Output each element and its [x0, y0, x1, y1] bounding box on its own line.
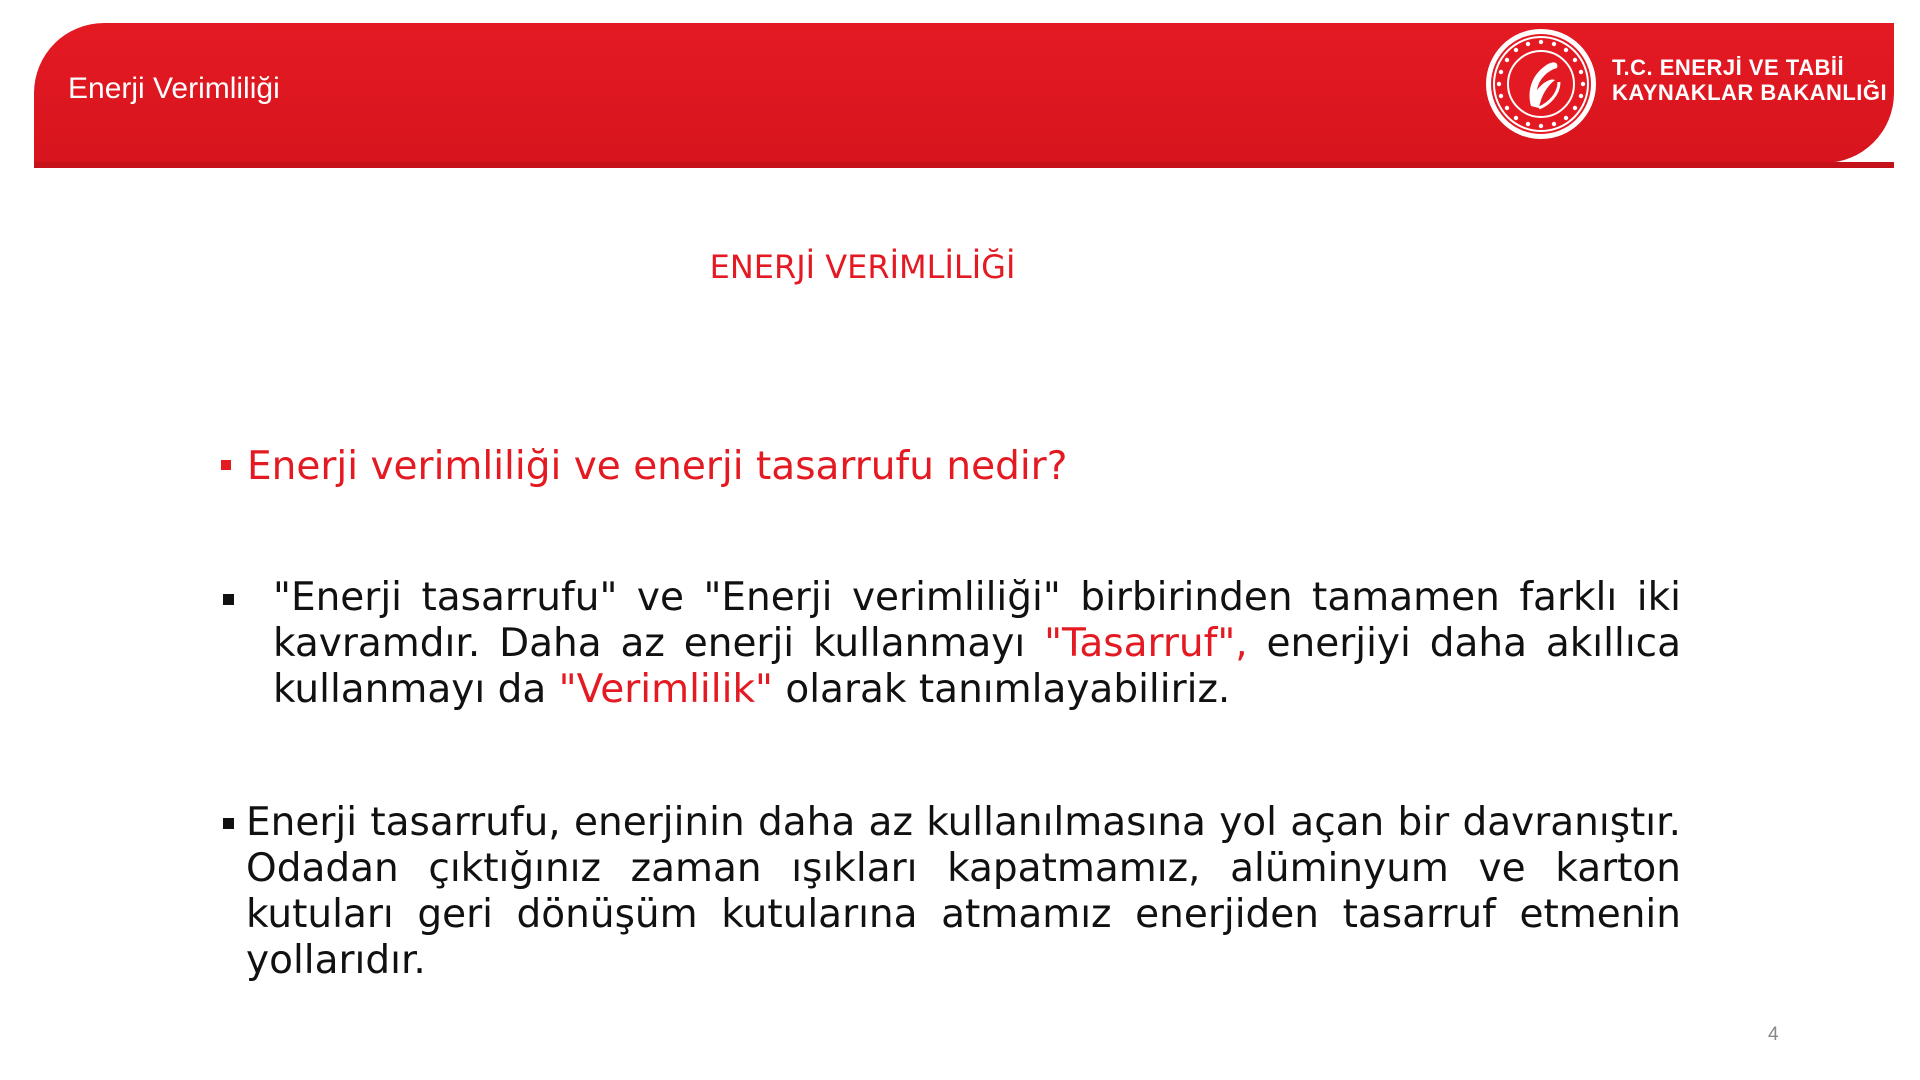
ministry-line-1: T.C. ENERJİ VE TABİİ	[1612, 55, 1845, 80]
question-bullet	[221, 444, 1067, 489]
header-underline	[34, 162, 1894, 168]
paragraph-1-text-c: olarak tanımlayabiliriz.	[772, 667, 1231, 712]
paragraph-1-highlight-tasarruf: "Tasarruf",	[1044, 621, 1248, 666]
paragraph-1-highlight-verimlilik: "Verimlilik"	[558, 667, 773, 712]
paragraph-1-text-b: enerjiyi daha akıllıca kullanmayı da	[273, 621, 1681, 712]
bullet-square-icon	[223, 818, 234, 829]
ministry-name	[1612, 55, 1887, 105]
question-text: Enerji verimliliği ve enerji tasarrufu nedir?	[247, 444, 1068, 489]
bullet-square-icon	[221, 460, 231, 470]
ministry-emblem-icon	[1483, 26, 1599, 142]
paragraph-1-text-a: "Enerji tasarrufu" ve "Enerji verimliliği" birbirinden tamamen farklı iki kavramdır. Daha az enerji kullanmayı	[273, 575, 1681, 666]
page-number: 4	[1768, 1024, 1779, 1045]
bullet-square-icon	[223, 594, 234, 605]
slide-title: ENERJİ VERİMLİLİĞİ	[709, 248, 1016, 286]
header-title: Enerji Verimliliği	[68, 72, 280, 105]
paragraph-1	[273, 575, 1681, 713]
ministry-line-2: KAYNAKLAR BAKANLIĞI	[1612, 80, 1888, 105]
paragraph-2: Enerji tasarrufu, enerjinin daha az kullanılmasına yol açan bir davranıştır. Odadan çıktığınız zaman ışıkları kapatmamız, alüminyum ve karton kutuları geri dönüşüm kutularına atmamız enerjiden tasarruf etmenin yollarıdır.	[246, 800, 1681, 983]
